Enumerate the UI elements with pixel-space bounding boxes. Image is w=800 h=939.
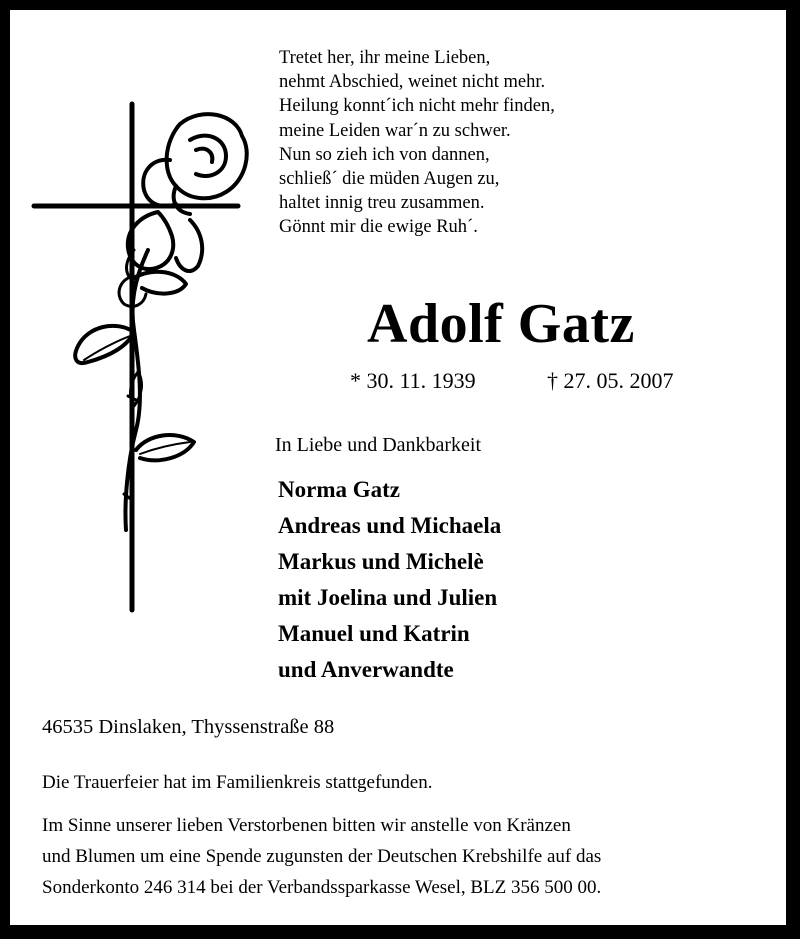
address: 46535 Dinslaken, Thyssenstraße 88 — [42, 716, 335, 738]
mourner-name: Norma Gatz — [278, 477, 400, 502]
rose-bloom — [143, 114, 247, 214]
deceased-name: Adolf Gatz — [367, 293, 635, 355]
poem-line: Gönnt mir die ewige Ruh´. — [279, 217, 478, 238]
rose-leaf — [134, 272, 186, 294]
poem-line: schließ´ die müden Augen zu, — [279, 169, 500, 190]
dedication-line: In Liebe und Dankbarkeit — [275, 434, 482, 456]
mourner-name: Markus und Michelè — [278, 549, 484, 574]
request-line: und Blumen um eine Spende zugunsten der Deutschen Krebshilfe auf das — [42, 846, 602, 867]
poem-line: meine Leiden war´n zu schwer. — [279, 120, 511, 141]
ceremony-note: Die Trauerfeier hat im Familienkreis stattgefunden. — [42, 772, 433, 793]
poem — [279, 46, 555, 240]
mourner-name: Andreas und Michaela — [278, 513, 502, 538]
request-line: Im Sinne unserer lieben Verstorbenen bitten wir anstelle von Kränzen — [42, 815, 571, 836]
rose-stem — [125, 250, 148, 530]
mourner-name: mit Joelina und Julien — [278, 585, 498, 610]
birth-date: * 30. 11. 1939 — [350, 368, 476, 393]
cross-with-rose-icon — [30, 100, 270, 620]
rose-bud — [128, 212, 173, 269]
poem-line: Nun so zieh ich von dannen, — [279, 144, 490, 165]
rose-thorn — [128, 396, 136, 400]
request-line: Sonderkonto 246 314 bei der Verbandssparkasse Wesel, BLZ 356 500 00. — [42, 877, 602, 898]
mourner-name: Manuel und Katrin — [278, 621, 470, 646]
rose-leaf — [136, 435, 194, 460]
rose-sepal — [176, 220, 202, 271]
mourners-list — [278, 472, 501, 688]
poem-line: Heilung konnt´ich nicht mehr finden, — [279, 96, 555, 117]
mourner-name: und Anverwandte — [278, 657, 454, 682]
rose-leaf — [75, 326, 134, 363]
poem-line: nehmt Abschied, weinet nicht mehr. — [279, 72, 546, 93]
death-date: † 27. 05. 2007 — [547, 368, 674, 393]
poem-line: haltet innig treu zusammen. — [279, 193, 485, 214]
poem-line: Tretet her, ihr meine Lieben, — [279, 48, 491, 68]
donation-request — [42, 810, 601, 903]
